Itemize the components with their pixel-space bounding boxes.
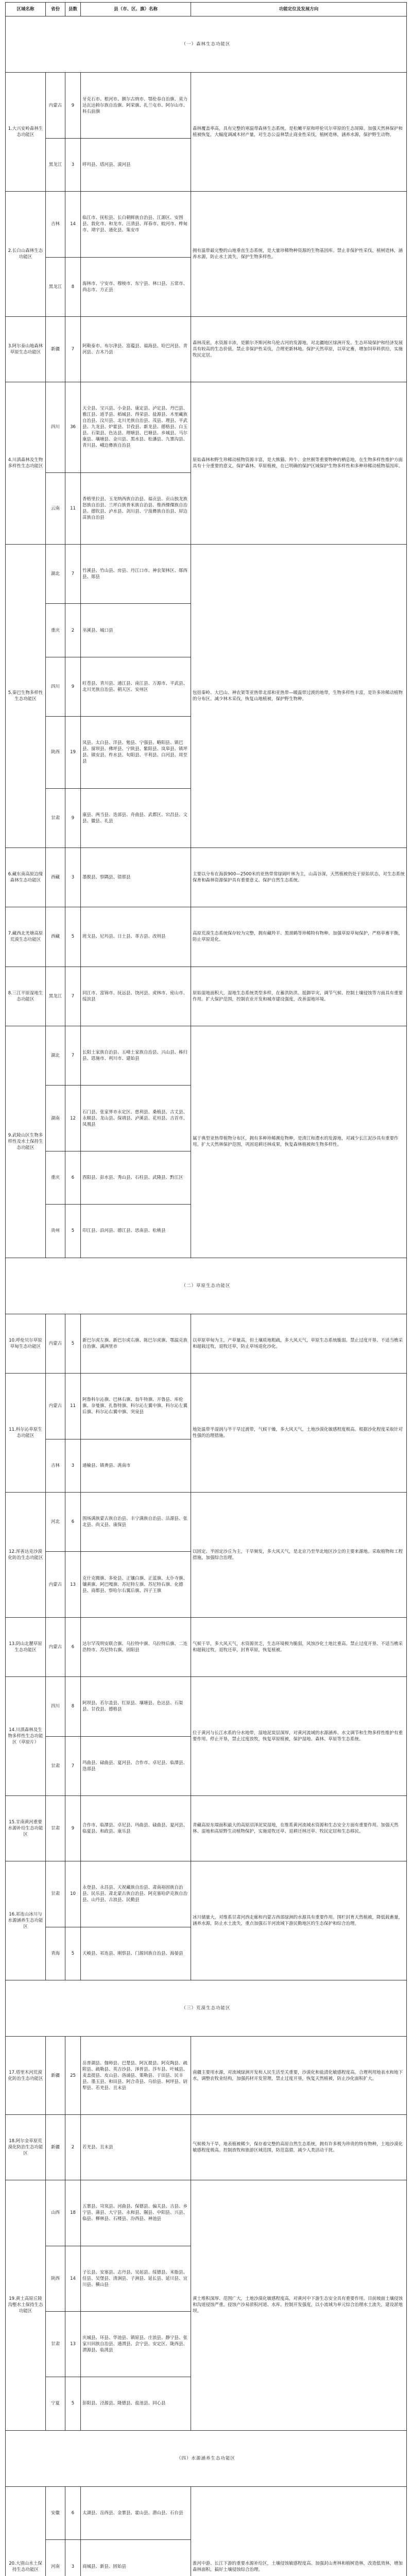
county-count-cell: 10 <box>65 1861 81 1927</box>
county-count-cell: 6 <box>65 1617 81 1676</box>
zone-name: 18.阿尔金草原荒漠化防治生态功能区 <box>6 2114 46 2180</box>
county-count-cell: 13 <box>65 2311 81 2377</box>
county-list-cell: 新巴尔虎左旗、新巴尔虎右旗、陈巴尔虎旗、鄂温克族自治旗、满洲里市 <box>81 1314 191 1373</box>
province-cell: 宁夏 <box>46 2377 65 2430</box>
province-cell: 湖南 <box>46 1086 65 1151</box>
county-list-cell: 阿坝县、若尔盖县、红原县、壤塘县、色达县、石渠县、甘孜县、德格县 <box>81 1677 191 1736</box>
province-cell: 西藏 <box>46 848 65 907</box>
province-cell: 内蒙古 <box>46 1314 65 1373</box>
zone-name: 4.川滇森林及生物多样性生态功能区 <box>6 382 46 545</box>
function-direction-cell: 高原荒漠生态系统保存较为完整，拥有藏羚羊、黑颈鹤等珍稀特有物种。加强草原草甸保护，严格草畜平衡，防止草原退化。 <box>191 907 407 967</box>
province-cell: 新疆 <box>46 316 65 382</box>
county-count-cell: 5 <box>65 1314 81 1373</box>
county-count-cell: 3 <box>65 2540 81 2576</box>
county-count-cell: 14 <box>65 2246 81 2311</box>
table-row <box>6 382 407 472</box>
document <box>5 2 407 2576</box>
county-list-cell: 香格里拉县、玉龙纳西族自治县、福贡县、贡山独龙族怒族自治县、兰坪白族普米族自治县、维西傈僳族自治县、德钦县、泸水县、剑川县、宁蒗彝族自治县、屏边苗族自治县 <box>81 472 191 544</box>
function-direction-cell: 地处温带半湿润与半干旱过渡带，气候干燥，多大风天气，土地沙漠化敏感程度极高。根据沙化程度采取针对性强的治理措施。 <box>191 1374 407 1493</box>
county-list-cell: 阿勒泰市、布尔津县、富蕴县、福海县、哈巴河县、青河县、吉木乃县 <box>81 316 191 382</box>
zone-name: 17.塔里木河荒漠化防治生态功能区 <box>6 2037 46 2114</box>
county-list-cell: 印江县、沿河县、德江县、思南县、松桃县 <box>81 1205 191 1258</box>
table-row <box>6 2037 407 2114</box>
table-row <box>6 907 407 967</box>
zone-name: 20.大别山水土保持生态功能区 <box>6 2487 46 2576</box>
zone-name: 6.藏东南高原边缘森林生态功能区 <box>6 848 46 907</box>
county-list-cell: 天全县、宝兴县、小金县、康定县、泸定县、丹巴县、雅江县、道孚县、稻城县、得荣县、盐源县、木里藏族自治县、汶川县、北川羌族自治县、茂县、理县、平武县、九龙县、炉霍县、甘孜县、新龙县、德格县、白玉县、石渠县、色达县、理塘县、巴塘县、乡城县、马尔康县、壤塘县、金川县、黑水县、松潘县、九寨沟县、青川县、峨边彝族自治县 <box>81 382 191 472</box>
zone-name: 13.阴山北麓草原生态功能区 <box>6 1617 46 1676</box>
table-row <box>6 316 407 382</box>
county-list-cell: 竹溪县、竹山县、房县、丹江口市、神农架林区、郧西县、郧县 <box>81 545 191 604</box>
table-row <box>6 1314 407 1373</box>
county-list-cell: 若羌县、且末县 <box>81 2114 191 2180</box>
province-cell: 四川 <box>46 1677 65 1736</box>
function-direction-cell: 黄土堆积深厚、范围广大，土地沙漠化敏感程度高，对黄河中下游生态安全具有重要作用。目前坡面土壤侵蚀和沟道侵蚀严重，侵蚀产沙易淤积河道、水库。控制开发强度，以小流域为单元综合治理水土流失，建设淤地坝。 <box>191 2180 407 2431</box>
zone-name: 14.川滇森林及生物多样性生态功能区（草原片） <box>6 1677 46 1796</box>
county-count-cell: 7 <box>65 316 81 382</box>
table-row <box>6 1374 407 1439</box>
province-cell: 重庆 <box>46 604 65 657</box>
province-cell: 内蒙古 <box>46 1374 65 1439</box>
function-direction-cell: 主要以分布在海拔900—2500米的亚热带常绿阔叶林为主，山高谷深，天然植被仍处于原始状态，对生态系统保育和森林资源保护具有重要意义。保护自然生态系统。 <box>191 848 407 907</box>
county-list-cell: 玛曲县、碌曲县、夏河县、合作市、卓尼县、临潭县、迭部县 <box>81 1736 191 1795</box>
section-title: （三）荒漠生态功能区 <box>6 1980 407 2037</box>
county-count-cell: 11 <box>65 472 81 544</box>
county-list-cell: 达尔罕茂明安联合旗、乌拉特中旗、乌拉特后旗、二连浩特市、苏尼特右旗、固阳县 <box>81 1617 191 1676</box>
province-cell: 黑龙江 <box>46 967 65 1026</box>
province-cell: 甘肃 <box>46 1795 65 1861</box>
county-list-cell: 阿鲁科尔沁旗、巴林右旗、翁牛特旗、开鲁县、库伦旗、奈曼旗、扎鲁特旗、科尔沁左翼中旗、科尔沁左翼后旗、科尔沁右翼中旗、突泉县 <box>81 1374 191 1439</box>
county-count-cell: 8 <box>65 257 81 316</box>
province-cell: 吉林 <box>46 1439 65 1492</box>
county-list-cell: 合作市、临潭县、卓尼县、玛曲县、碌曲县、夏河县、临夏县、和政县、康乐县 <box>81 1795 191 1861</box>
county-count-cell: 7 <box>65 1736 81 1795</box>
county-list-cell: 墨脱县、察隅县、错那县 <box>81 848 191 907</box>
province-cell: 山西 <box>46 2180 65 2246</box>
province-cell: 四川 <box>46 382 65 472</box>
county-count-cell: 19 <box>65 717 81 788</box>
zone-name: 11.科尔沁草原生态功能区 <box>6 1374 46 1493</box>
county-count-cell: 5 <box>65 907 81 967</box>
table-row <box>6 2487 407 2540</box>
county-list-cell: 天峻县、祁连县、刚察县、门源回族自治县、海晏县 <box>81 1927 191 1980</box>
header-count: 县数 <box>65 3 81 16</box>
county-list-cell: 牙克石市、根河市、额尔古纳市、鄂伦春自治旗、莫力达瓦达斡尔族自治旗、阿荣旗、扎兰屯市、阿尔山市、科右前旗 <box>81 73 191 138</box>
table-row <box>6 848 407 907</box>
county-list-cell: 海林市、宁安市、穆棱市、东宁县、林口县、五常市、尚志市、方正县 <box>81 257 191 316</box>
province-cell: 河南 <box>46 2540 65 2576</box>
county-count-cell: 7 <box>65 967 81 1026</box>
header-province: 省份 <box>46 3 65 16</box>
function-direction-cell: 森林覆盖率高，具有完整的寒温带森林生态系统，是松嫩平原和呼伦贝尔草原的生态屏障。加强天然林保护和植被恢复，大幅度调减木材产量，对生态公益林禁止商业性采伐，植树造林，涵养水源，保护野生动物。 <box>191 73 407 192</box>
county-list-cell: 商城县、新县、固始县 <box>81 2540 191 2576</box>
table-row <box>6 192 407 257</box>
county-count-cell: 3 <box>65 1439 81 1492</box>
zone-name: 19.黄土高原丘陵沟壑水土保持生态功能区 <box>6 2180 46 2431</box>
province-cell: 甘肃 <box>46 788 65 848</box>
table-row <box>6 1861 407 1927</box>
province-cell: 湖北 <box>46 545 65 604</box>
county-list-cell: 庆城县、环县、华池县、镇原县、庄浪县、静宁县、张家川回族自治县、通渭县、会宁县、安定区、陇西县、渭源县、临洮县 <box>81 2311 191 2377</box>
function-direction-cell: 南疆主要用水源，对流域绿洲开发和人民生活至关重要，沙漠化和盐渍化敏感程度高。合理利用地表水和地下水，调整农牧业结构，加强药材开发管理，禁止过度开垦，恢复天然植被，防止沙化面积扩大。 <box>191 2037 407 2114</box>
county-count-cell: 3 <box>65 138 81 191</box>
province-cell: 贵州 <box>46 1205 65 1258</box>
county-count-cell: 11 <box>65 1374 81 1439</box>
county-list-cell: 呼玛县、塔河县、漠河县 <box>81 138 191 191</box>
function-direction-cell: 原始湿地面积大，湿地生态系统类型多样，在蓄洪防洪、抵御旱灾、调节气候、控制土壤侵蚀等方面具有重要作用。扩大保护范围，控制农业开发和城市建设强度，改善湿地环境。 <box>191 967 407 1026</box>
table-row <box>6 2180 407 2246</box>
county-count-cell: 36 <box>65 382 81 472</box>
province-cell: 吉林 <box>46 192 65 257</box>
province-cell: 陕西 <box>46 717 65 788</box>
section-row <box>6 16 407 73</box>
province-cell: 甘肃 <box>46 1736 65 1795</box>
county-count-cell: 8 <box>65 1677 81 1736</box>
county-count-cell: 7 <box>65 1026 81 1086</box>
zone-name: 1.大兴安岭森林生态功能区 <box>6 73 46 192</box>
province-cell: 黑龙江 <box>46 257 65 316</box>
province-cell: 内蒙古 <box>46 73 65 138</box>
county-count-cell: 9 <box>65 1795 81 1861</box>
function-direction-cell: 气候极为干旱，地表植被稀少，保存着完整的高原自然生态系统，拥有许多极为珍贵的特有物种，土地沙漠化敏感程度极高。控制放牧和旅游区域范围，防范盗猎，减少人类活动干扰。 <box>191 2114 407 2180</box>
province-cell: 云南 <box>46 472 65 544</box>
function-direction-cell: 拥有温带最完整的山地垂直生态系统，是大量珍稀物种资源的生物基因库。禁止非保护性采伐，植树造林，涵养水源，防止水土流失，保护生物多样性。 <box>191 192 407 317</box>
county-list-cell: 围场满族蒙古族自治县、丰宁满族自治县、沽源县、张北县、尚义县、康保县 <box>81 1493 191 1552</box>
county-count-cell: 9 <box>65 788 81 848</box>
header-direction: 功能定位及发展方向 <box>191 3 407 16</box>
county-count-cell: 6 <box>65 1493 81 1552</box>
table-body <box>6 16 407 2576</box>
county-list-cell: 康县、两当县、迭部县、舟曲县、武都区、宕昌县、文县、徽县、礼县 <box>81 788 191 848</box>
county-list-cell: 班戈县、尼玛县、日土县、革吉县、改则县 <box>81 907 191 967</box>
province-cell: 新疆 <box>46 2037 65 2114</box>
zone-name: 12.浑善达克沙漠化防治生态功能区 <box>6 1493 46 1618</box>
zone-name: 8.三江平原湿地生态功能区 <box>6 967 46 1026</box>
county-list-cell: 巫溪县、城口县 <box>81 604 191 657</box>
section-row <box>6 2430 407 2486</box>
county-count-cell: 2 <box>65 2114 81 2180</box>
section-title: （一）森林生态功能区 <box>6 16 407 73</box>
county-count-cell: 13 <box>65 1552 81 1617</box>
function-direction-cell: 淮河中游、长江下游的重要水源补给区，土壤侵蚀敏感程度高。加强封山育林和植树造林，改造低效林，增加森林面积，搞好土壤侵蚀综合治理。 <box>191 2487 407 2576</box>
county-list-cell: 太湖县、岳西县、金寨县、霍山县、潜山县、石台县 <box>81 2487 191 2540</box>
county-list-cell: 五寨县、岢岚县、河曲县、保德县、偏关县、吉县、乡宁县、蒲县、大宁县、永和县、隰县、中阳县、兴县、临县、柳林县、石楼县、汾西县、神池县 <box>81 2180 191 2246</box>
section-title: （四）水源涵养生态功能区 <box>6 2430 407 2486</box>
function-zone-table <box>5 2 407 2576</box>
function-direction-cell: 青藏高原东端面积最大的高原沼泽泥炭湿地，在维系黄河流域水资源和生态安全方面有重要作用。加强天然林、湿地和高原野生动植物保护，实施退牧还草、退耕还林还草、牧民定居和生态移民。 <box>191 1795 407 1861</box>
province-cell: 重庆 <box>46 1151 65 1204</box>
table-header-row <box>6 3 407 16</box>
county-list-cell: 克什克腾旗、多伦县、正镶白旗、正蓝旗、太仆寺旗、镶黄旗、阿巴嘎旗、苏尼特左旗、苏尼特右旗、化德县、商都县、察哈尔右翼后旗、四子王旗 <box>81 1552 191 1617</box>
table-row <box>6 967 407 1026</box>
table-row <box>6 545 407 604</box>
province-cell: 甘肃 <box>46 2311 65 2377</box>
county-count-cell: 18 <box>65 2180 81 2246</box>
section-row <box>6 1258 407 1314</box>
table-row <box>6 73 407 138</box>
county-list-cell: 永登县、永昌县、天祝藏族自治县、肃南裕固族自治县、民乐县、肃北蒙古族自治县、阿克塞哈萨克族自治县、山丹县、古浪县、民勤县 <box>81 1861 191 1927</box>
province-cell: 黑龙江 <box>46 138 65 191</box>
function-direction-cell: 气候干旱，多大风天气，水资源贫乏，生态环境极为脆弱，风蚀沙化土地比重高。禁止过度开垦、不适当樵采和超载过牧，退牧还草，封育草原，恢复植被。 <box>191 1617 407 1676</box>
zone-name: 9.武陵山区生物多样性及水土保持生态功能区 <box>6 1026 46 1258</box>
province-cell: 新疆 <box>46 2114 65 2180</box>
county-list-cell: 岳普湖县、伽师县、巴楚县、阿瓦提县、阿克陶县、疏附县、疏勒县、英吉沙县、泽普县、莎车县、叶城县、麦盖提县、皮山县、洛浦县、策勒县、于田县、民丰县、墨玉县、和田县、阿合奇县、乌恰县、柯坪县、尉犁县、若羌县、且末县 <box>81 2037 191 2114</box>
header-counties: 县（市、区、旗）名称 <box>81 3 191 16</box>
zone-name: 16.祁连山冰川与水源涵养生态功能区 <box>6 1861 46 1980</box>
function-direction-cell: 位于黄河与长江水系的分水地带，湿地泥炭层深厚，对黄河流域的水源涵养、水文调节和生物多样性维护有重要作用。停止开垦，禁止过度放牧，恢复草原植被，保护湿地、森林、草原等生态系统。 <box>191 1677 407 1796</box>
county-list-cell: 临江市、抚松县、长白朝鲜族自治县、江源区、安图县、敦化市、和龙市、汪清县、珲春市、蛟河市、桦甸市、靖宇县、通化县、集安市 <box>81 192 191 257</box>
county-count-cell: 12 <box>65 1086 81 1151</box>
zone-name: 5.秦巴生物多样性生态功能区 <box>6 545 46 848</box>
county-count-cell: 5 <box>65 2377 81 2430</box>
zone-name: 10.呼伦贝尔草原草甸生态功能区 <box>6 1314 46 1373</box>
county-list-cell: 子长县、安塞县、志丹县、吴起县、绥德县、米脂县、佳县、吴堡县、清涧县、子洲县、延长县、延川县、宜川县、横山县 <box>81 2246 191 2311</box>
zone-name: 3.阿尔泰山地森林草原生态功能区 <box>6 316 46 382</box>
function-direction-cell: 原始森林和野生珍稀动植物资源丰富，是大熊猫、羚牛、金丝猴等重要物种的栖息地，在生物多样性维护方面具有十分重要的意义。保护森林、草原植被，在已明确的保护区域保护生物多样性和多种珍稀动植物基因库。 <box>191 382 407 545</box>
table-row <box>6 1795 407 1861</box>
function-direction-cell: 冰川储量大，对维系甘肃河西走廊和内蒙古西部绿洲的水源具有重要作用。围栏封育天然植被，降低载畜量，涵养水源，防止水土流失，重点加强石羊河流域下游民勤地区的生态保护和综合治理。 <box>191 1861 407 1980</box>
table-row <box>6 1026 407 1086</box>
function-direction-cell: 包括秦岭、大巴山、神农架等亚热带北部和亚热带—暖温带过渡的地带，生物多样性丰富，是许多珍稀动植物的分布区。减少林木采伐，恢复山地植被，保护野生物种。 <box>191 545 407 848</box>
county-count-cell: 7 <box>65 545 81 604</box>
section-title: （二）草原生态功能区 <box>6 1258 407 1314</box>
zone-name: 7.藏西北羌塘高原荒漠生态功能区 <box>6 907 46 967</box>
county-list-cell: 长阳土家族自治县、五峰土家族自治县、兴山县、秭归县、恩施市、利川市、建始县 <box>81 1026 191 1086</box>
county-list-cell: 石门县、张家界市永定区、慈利县、桑植县、古丈县、永顺县、龙山县、保靖县、泸溪县、花垣县、吉首市、凤凰县 <box>81 1086 191 1151</box>
county-count-cell: 3 <box>65 848 81 907</box>
county-count-cell: 9 <box>65 73 81 138</box>
province-cell: 甘肃 <box>46 1861 65 1927</box>
zone-name: 2.长白山森林生态功能区 <box>6 192 46 317</box>
county-list-cell: 通榆县、镇赉县、洮南市 <box>81 1439 191 1492</box>
function-direction-cell: 森林茂密，水资源丰沛，是额尔齐斯河和乌伦古河的发源地，对北疆地区绿洲开发、生态环境保护和经济发展具有较高的生态价值。禁止非保护性采伐，合理更新林地。保护天然草原，以草定畜，增加饲草料供给，实施牧民定居。 <box>191 316 407 382</box>
province-cell: 河北 <box>46 1493 65 1552</box>
province-cell: 陕西 <box>46 2246 65 2311</box>
county-list-cell: 酉阳县、彭水县、秀山县、石柱县、武隆县、黔江区 <box>81 1151 191 1204</box>
county-list-cell: 同江市、富锦市、抚远县、饶河县、虎林市、密山市、绥滨县 <box>81 967 191 1026</box>
province-cell: 内蒙古 <box>46 1552 65 1617</box>
table-row <box>6 1677 407 1736</box>
header-zone: 区域名称 <box>6 3 46 16</box>
table-row <box>6 2114 407 2180</box>
county-list-cell: 彭阳县、泾源县、隆德县、盐池县、同心县 <box>81 2377 191 2430</box>
section-row <box>6 1980 407 2037</box>
county-count-cell: 6 <box>65 2487 81 2540</box>
county-count-cell: 14 <box>65 192 81 257</box>
province-cell: 内蒙古 <box>46 1617 65 1676</box>
province-cell: 西藏 <box>46 907 65 967</box>
county-list-cell: 旺苍县、青川县、通江县、南江县、万源市、平武县、北川羌族自治县、朝天区、安州区 <box>81 657 191 716</box>
function-direction-cell: 属于典型亚热带植物分布区，拥有多种珍稀濒危物种，是清江和澧水的发源地，对减少长江泥沙具有重要作用。扩大天然林保护范围，巩固退耕还林成果，恢复森林植被和生物多样性。 <box>191 1026 407 1258</box>
zone-name: 15.甘南黄河重要水源补给生态功能区 <box>6 1795 46 1861</box>
province-cell: 湖北 <box>46 1026 65 1086</box>
function-direction-cell: 以固定、半固定沙丘为主，干旱频发，多大风天气，是北京乃至华北地区沙尘的主要来源地。采取植物和工程措施，加强综合治理。 <box>191 1493 407 1618</box>
county-count-cell: 2 <box>65 604 81 657</box>
province-cell: 安徽 <box>46 2487 65 2540</box>
province-cell: 四川 <box>46 657 65 716</box>
province-cell: 青海 <box>46 1927 65 1980</box>
county-count-cell: 6 <box>65 1151 81 1204</box>
table-row <box>6 1617 407 1676</box>
county-count-cell: 5 <box>65 1205 81 1258</box>
county-count-cell: 9 <box>65 657 81 716</box>
function-direction-cell: 以草原草甸为主，产草量高，但土壤质地粗疏，多大风天气，草原生态系统脆弱。禁止过度开垦、不适当樵采和超载过牧，退牧还草，防止草场退化沙化。 <box>191 1314 407 1373</box>
county-count-cell: 25 <box>65 2037 81 2114</box>
table-row <box>6 1493 407 1552</box>
county-list-cell: 凤县、太白县、洋县、勉县、宁强县、略阳县、镇巴县、留坝县、佛坪县、宁陕县、紫阳县、岚皋县、镇坪县、镇安县、柞水县、旬阳县、平利县、白河县、周至县 <box>81 717 191 788</box>
county-count-cell: 5 <box>65 1927 81 1980</box>
